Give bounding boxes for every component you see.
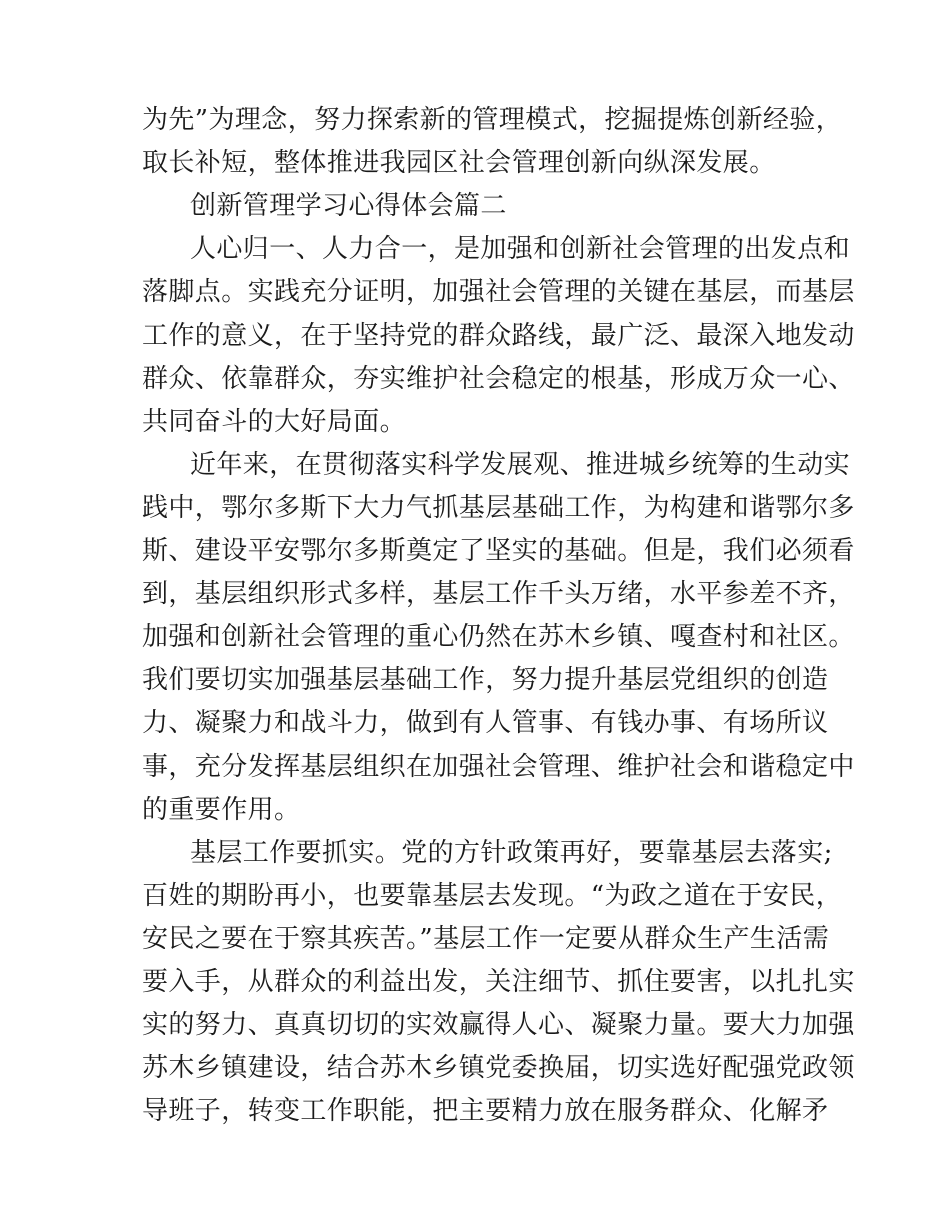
text-line: 安民之要在于察其疾苦。”基层工作一定要从群众生产生活需	[142, 924, 830, 954]
text-line: 共同奋斗的大好局面。	[142, 407, 407, 437]
text-line: 工作的意义，在于坚持党的群众路线，最广泛、最深入地发动	[142, 321, 855, 351]
text-line: 苏木乡镇建设，结合苏木乡镇党委换届，切实选好配强党政领	[142, 1053, 855, 1083]
text-line: 创新管理学习心得体会篇二	[190, 191, 507, 221]
text-line: 要入手，从群众的利益出发，关注细节、抓住要害，以扎扎实	[142, 967, 855, 997]
text-line: 百姓的期盼再小，也要靠基层去发现。“为政之道在于安民，	[142, 881, 843, 911]
text-line: 人心归一、人力合一，是加强和创新社会管理的出发点和	[190, 234, 851, 264]
text-line: 我们要切实加强基层基础工作，努力提升基层党组织的创造	[142, 665, 829, 695]
text-line: 落脚点。实践充分证明，加强社会管理的关键在基层，而基层	[142, 277, 855, 307]
text-line: 到，基层组织形式多样，基层工作千头万绪，水平参差不齐，	[142, 579, 855, 609]
text-line: 事，充分发挥基层组织在加强社会管理、维护社会和谐稳定中	[142, 752, 855, 782]
text-line: 力、凝聚力和战斗力，做到有人管事、有钱办事、有场所议	[142, 708, 829, 738]
text-line: 取长补短，整体推进我园区社会管理创新向纵深发展。	[142, 148, 776, 178]
text-line: 加强和创新社会管理的重心仍然在苏木乡镇、嘎查村和社区。	[142, 622, 855, 652]
text-line: 为先”为理念，努力探索新的管理模式，挖掘提炼创新经验，	[142, 105, 843, 135]
text-line: 践中，鄂尔多斯下大力气抓基层基础工作，为构建和谐鄂尔多	[142, 493, 855, 523]
text-line: 导班子，转变工作职能，把主要精力放在服务群众、化解矛	[142, 1096, 829, 1126]
text-line: 群众、依靠群众，夯实维护社会稳定的根基，形成万众一心、	[142, 364, 855, 394]
text-line: 基层工作要抓实。党的方针政策再好，要靠基层去落实;	[190, 838, 833, 868]
text-line: 近年来，在贯彻落实科学发展观、推进城乡统筹的生动实	[190, 450, 851, 480]
text-line: 斯、建设平安鄂尔多斯奠定了坚实的基础。但是，我们必须看	[142, 536, 855, 566]
text-line: 的重要作用。	[142, 795, 301, 825]
text-line: 实的努力、真真切切的实效赢得人心、凝聚力量。要大力加强	[142, 1010, 855, 1040]
